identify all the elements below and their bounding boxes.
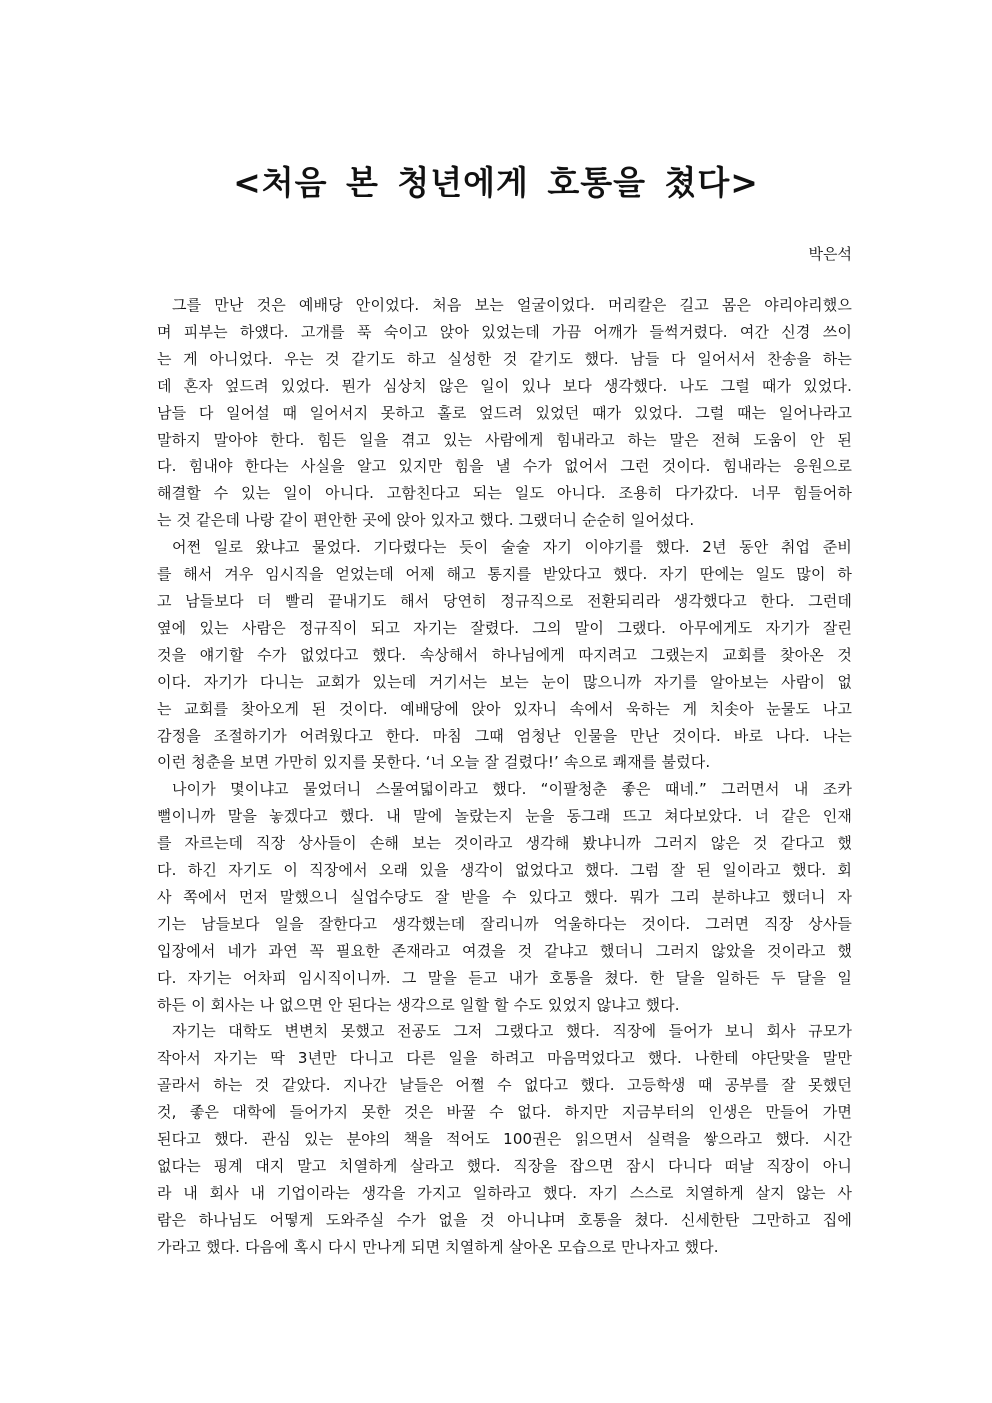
text-line: 그를 만난 것은 예배당 안이었다. 처음 보는 얼굴이었다. 머리칼은 길고 몸은 야리야리했으 bbox=[172, 296, 852, 314]
text-line: 말하지 말아야 한다. 힘든 일을 겪고 있는 사람에게 힘내라고 하는 말은 전혀 도움이 안 된 bbox=[157, 430, 852, 449]
text-line: 사 쪽에서 먼저 말했으니 실업수당도 잘 받을 수 있다고 했다. 뭐가 그리 분하냐고 했더니 자 bbox=[157, 887, 852, 906]
text-line: 것을 얘기할 수가 없었다고 했다. 속상해서 하나님에게 따지려고 그랬는지 교회를 찾아온 것 bbox=[157, 645, 852, 664]
text-line: 골라서 하는 것 같았다. 지나간 날들은 어쩔 수 없다고 했다. 고등학생 때 공부를 잘 못했던 bbox=[157, 1076, 852, 1095]
text-line: 해결할 수 있는 일이 아니다. 고함친다고 되는 일도 아니다. 조용히 다가갔다. 너무 힘들어하 bbox=[157, 484, 852, 503]
text-line: 는 게 아니었다. 우는 것 같기도 하고 실성한 것 같기도 했다. 남들 다 일어서서 찬송을 하는 bbox=[157, 349, 852, 368]
text-line: 하든 이 회사는 나 없으면 안 된다는 생각으로 일할 할 수도 있었지 않냐고 했다. bbox=[157, 995, 680, 1014]
paragraph-3 bbox=[142, 776, 852, 1018]
text-line: 입장에서 네가 과연 꼭 필요한 존재라고 여겼을 것 같냐고 했더니 그러지 않았을 것이라고 했 bbox=[157, 941, 852, 960]
text-line: 감정을 조절하기가 어려웠다고 한다. 마침 그때 엄청난 인물을 만난 것이다. 바로 나다. 나는 bbox=[157, 726, 852, 745]
text-line: 것, 좋은 대학에 들어가지 못한 것은 바꿀 수 없다. 하지만 지금부터의 인생은 만들어 가면 bbox=[157, 1103, 852, 1122]
text-line: 를 해서 겨우 임시직을 얻었는데 어제 해고 통지를 받았다고 했다. 자기 딴에는 일도 많이 하 bbox=[157, 565, 852, 584]
text-line: 는 교회를 찾아오게 된 것이다. 예배당에 앉아 있자니 속에서 욱하는 게 치솟아 눈물도 나고 bbox=[157, 699, 852, 718]
text-line: 며 피부는 하얬다. 고개를 푹 숙이고 앉아 있었는데 가끔 어깨가 들썩거렸다. 여간 신경 쓰이 bbox=[157, 322, 852, 341]
paragraph-2 bbox=[142, 534, 852, 776]
document-body bbox=[142, 292, 852, 1261]
text-line: 다. 자기는 어차피 임시직이니까. 그 말을 듣고 내가 호통을 쳤다. 한 달을 일하든 두 달을 일 bbox=[157, 968, 852, 987]
text-line: 나이가 몇이냐고 물었더니 스물여덟이라고 했다. “이팔청춘 좋은 때네.” 그러면서 내 조카 bbox=[172, 780, 852, 799]
document-title: <처음 본 청년에게 호통을 쳤다> bbox=[233, 163, 759, 202]
text-line: 고 남들보다 더 빨리 끝내기도 해서 당연히 정규직으로 전환되리라 생각했다고 한다. 그런데 bbox=[157, 591, 852, 610]
text-line: 다. 하긴 자기도 이 직장에서 오래 있을 생각이 없었다고 했다. 그럼 잘 된 일이라고 했다. 회 bbox=[157, 861, 852, 880]
text-line: 이다. 자기가 다니는 교회가 있는데 거기서는 보는 눈이 많으니까 자기를 알아보는 사람이 없 bbox=[157, 672, 852, 691]
author-name: 박은석 bbox=[808, 245, 852, 263]
text-line: 를 자르는데 직장 상사들이 손해 보는 것이라고 생각해 봤냐니까 그러지 않은 것 같다고 했 bbox=[157, 834, 852, 853]
text-line: 기는 남들보다 일을 잘한다고 생각했는데 잘리니까 억울하다는 것이다. 그러면 직장 상사들 bbox=[157, 914, 852, 933]
text-line: 데 혼자 엎드려 있었다. 뭔가 심상치 않은 일이 있나 보다 생각했다. 나도 그럴 때가 있었다. bbox=[157, 376, 852, 395]
text-line: 는 것 같은데 나랑 같이 편안한 곳에 앉아 있자고 했다. 그랬더니 순순히 일어섰다. bbox=[157, 511, 695, 530]
paragraph-1 bbox=[142, 292, 852, 534]
text-line: 없다는 핑계 대지 말고 치열하게 살라고 했다. 직장을 잡으면 잠시 다니다 떠날 직장이 아니 bbox=[157, 1157, 852, 1175]
paragraph-4 bbox=[142, 1018, 852, 1260]
text-line: 람은 하나님도 어떻게 도와주실 수가 없을 것 아니냐며 호통을 쳤다. 신세한탄 그만하고 집에 bbox=[157, 1210, 852, 1229]
text-line: 어쩐 일로 왔냐고 물었다. 기다렸다는 듯이 술술 자기 이야기를 했다. 2년 동안 취업 준비 bbox=[172, 538, 852, 557]
text-line: 남들 다 일어설 때 일어서지 못하고 홀로 엎드려 있었던 때가 있었다. 그럴 때는 일어나라고 bbox=[157, 403, 852, 422]
text-line: 가라고 했다. 다음에 혹시 다시 만나게 되면 치열하게 살아온 모습으로 만나자고 했다. bbox=[157, 1237, 719, 1256]
text-line: 다. 힘내야 한다는 사실을 알고 있지만 힘을 낼 수가 없어서 그런 것이다. 힘내라는 응원으로 bbox=[157, 457, 852, 476]
text-line: 자기는 대학도 변변치 못했고 전공도 그저 그랬다고 했다. 직장에 들어가 보니 회사 규모가 bbox=[172, 1022, 852, 1041]
text-line: 된다고 했다. 관심 있는 분야의 책을 적어도 100권은 읽으면서 실력을 쌓으라고 했다. 시간 bbox=[157, 1130, 852, 1149]
text-line: 이런 청춘을 보면 가만히 있지를 못한다. ‘너 오늘 잘 걸렸다!’ 속으로 쾌재를 불렀다. bbox=[157, 753, 711, 772]
text-line: 옆에 있는 사람은 정규직이 되고 자기는 잘렸다. 그의 말이 그랬다. 아무에게도 자기가 잘린 bbox=[157, 618, 852, 637]
text-line: 라 내 회사 내 기업이라는 생각을 가지고 일하라고 했다. 자기 스스로 치열하게 살지 않는 사 bbox=[157, 1183, 852, 1202]
text-line: 작아서 자기는 딱 3년만 다니고 다른 일을 하려고 마음먹었다고 했다. 나한테 야단맞을 말만 bbox=[157, 1049, 852, 1068]
text-line: 뻘이니까 말을 놓겠다고 했다. 내 말에 놀랐는지 눈을 동그래 뜨고 쳐다보았다. 너 같은 인재 bbox=[157, 807, 852, 826]
